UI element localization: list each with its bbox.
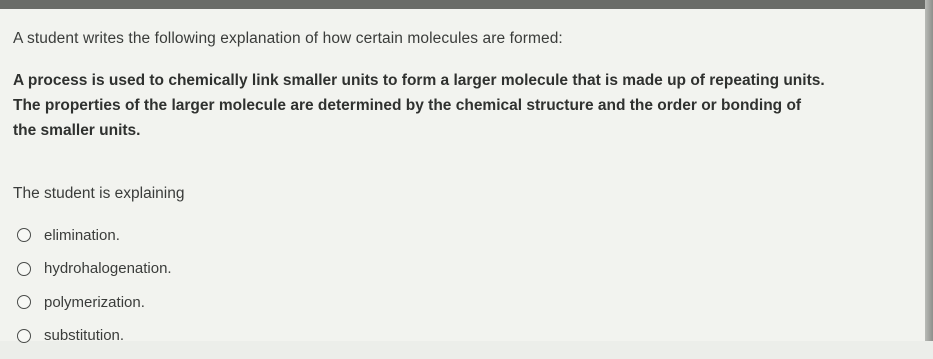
right-edge bbox=[925, 0, 933, 341]
radio-button[interactable] bbox=[17, 262, 31, 276]
passage-line: the smaller units. bbox=[13, 122, 141, 139]
option-label: elimination. bbox=[44, 226, 120, 244]
option-hydrohalogenation[interactable] bbox=[17, 259, 172, 279]
radio-button[interactable] bbox=[17, 295, 31, 309]
option-substitution[interactable] bbox=[17, 326, 172, 346]
question-prompt: A student writes the following explanation of how certain molecules are formed: bbox=[13, 30, 563, 47]
radio-button[interactable] bbox=[17, 228, 31, 242]
option-label: hydrohalogenation. bbox=[44, 260, 172, 277]
passage-line: The properties of the larger molecule are determined by the chemical structure and the order or bonding of bbox=[13, 97, 802, 114]
top-border bbox=[0, 0, 933, 9]
question-card bbox=[0, 9, 925, 344]
option-label: substitution. bbox=[44, 327, 125, 344]
radio-button[interactable] bbox=[17, 329, 31, 343]
option-label: polymerization. bbox=[44, 293, 145, 311]
question-stem: The student is explaining bbox=[13, 185, 185, 202]
passage-line: A process is used to chemically link smaller units to form a larger molecule that is made up of repeating units. bbox=[13, 72, 825, 89]
option-polymerization[interactable] bbox=[17, 292, 172, 312]
explanation-passage bbox=[13, 68, 918, 143]
answer-options bbox=[17, 225, 172, 359]
option-elimination[interactable] bbox=[17, 225, 172, 245]
